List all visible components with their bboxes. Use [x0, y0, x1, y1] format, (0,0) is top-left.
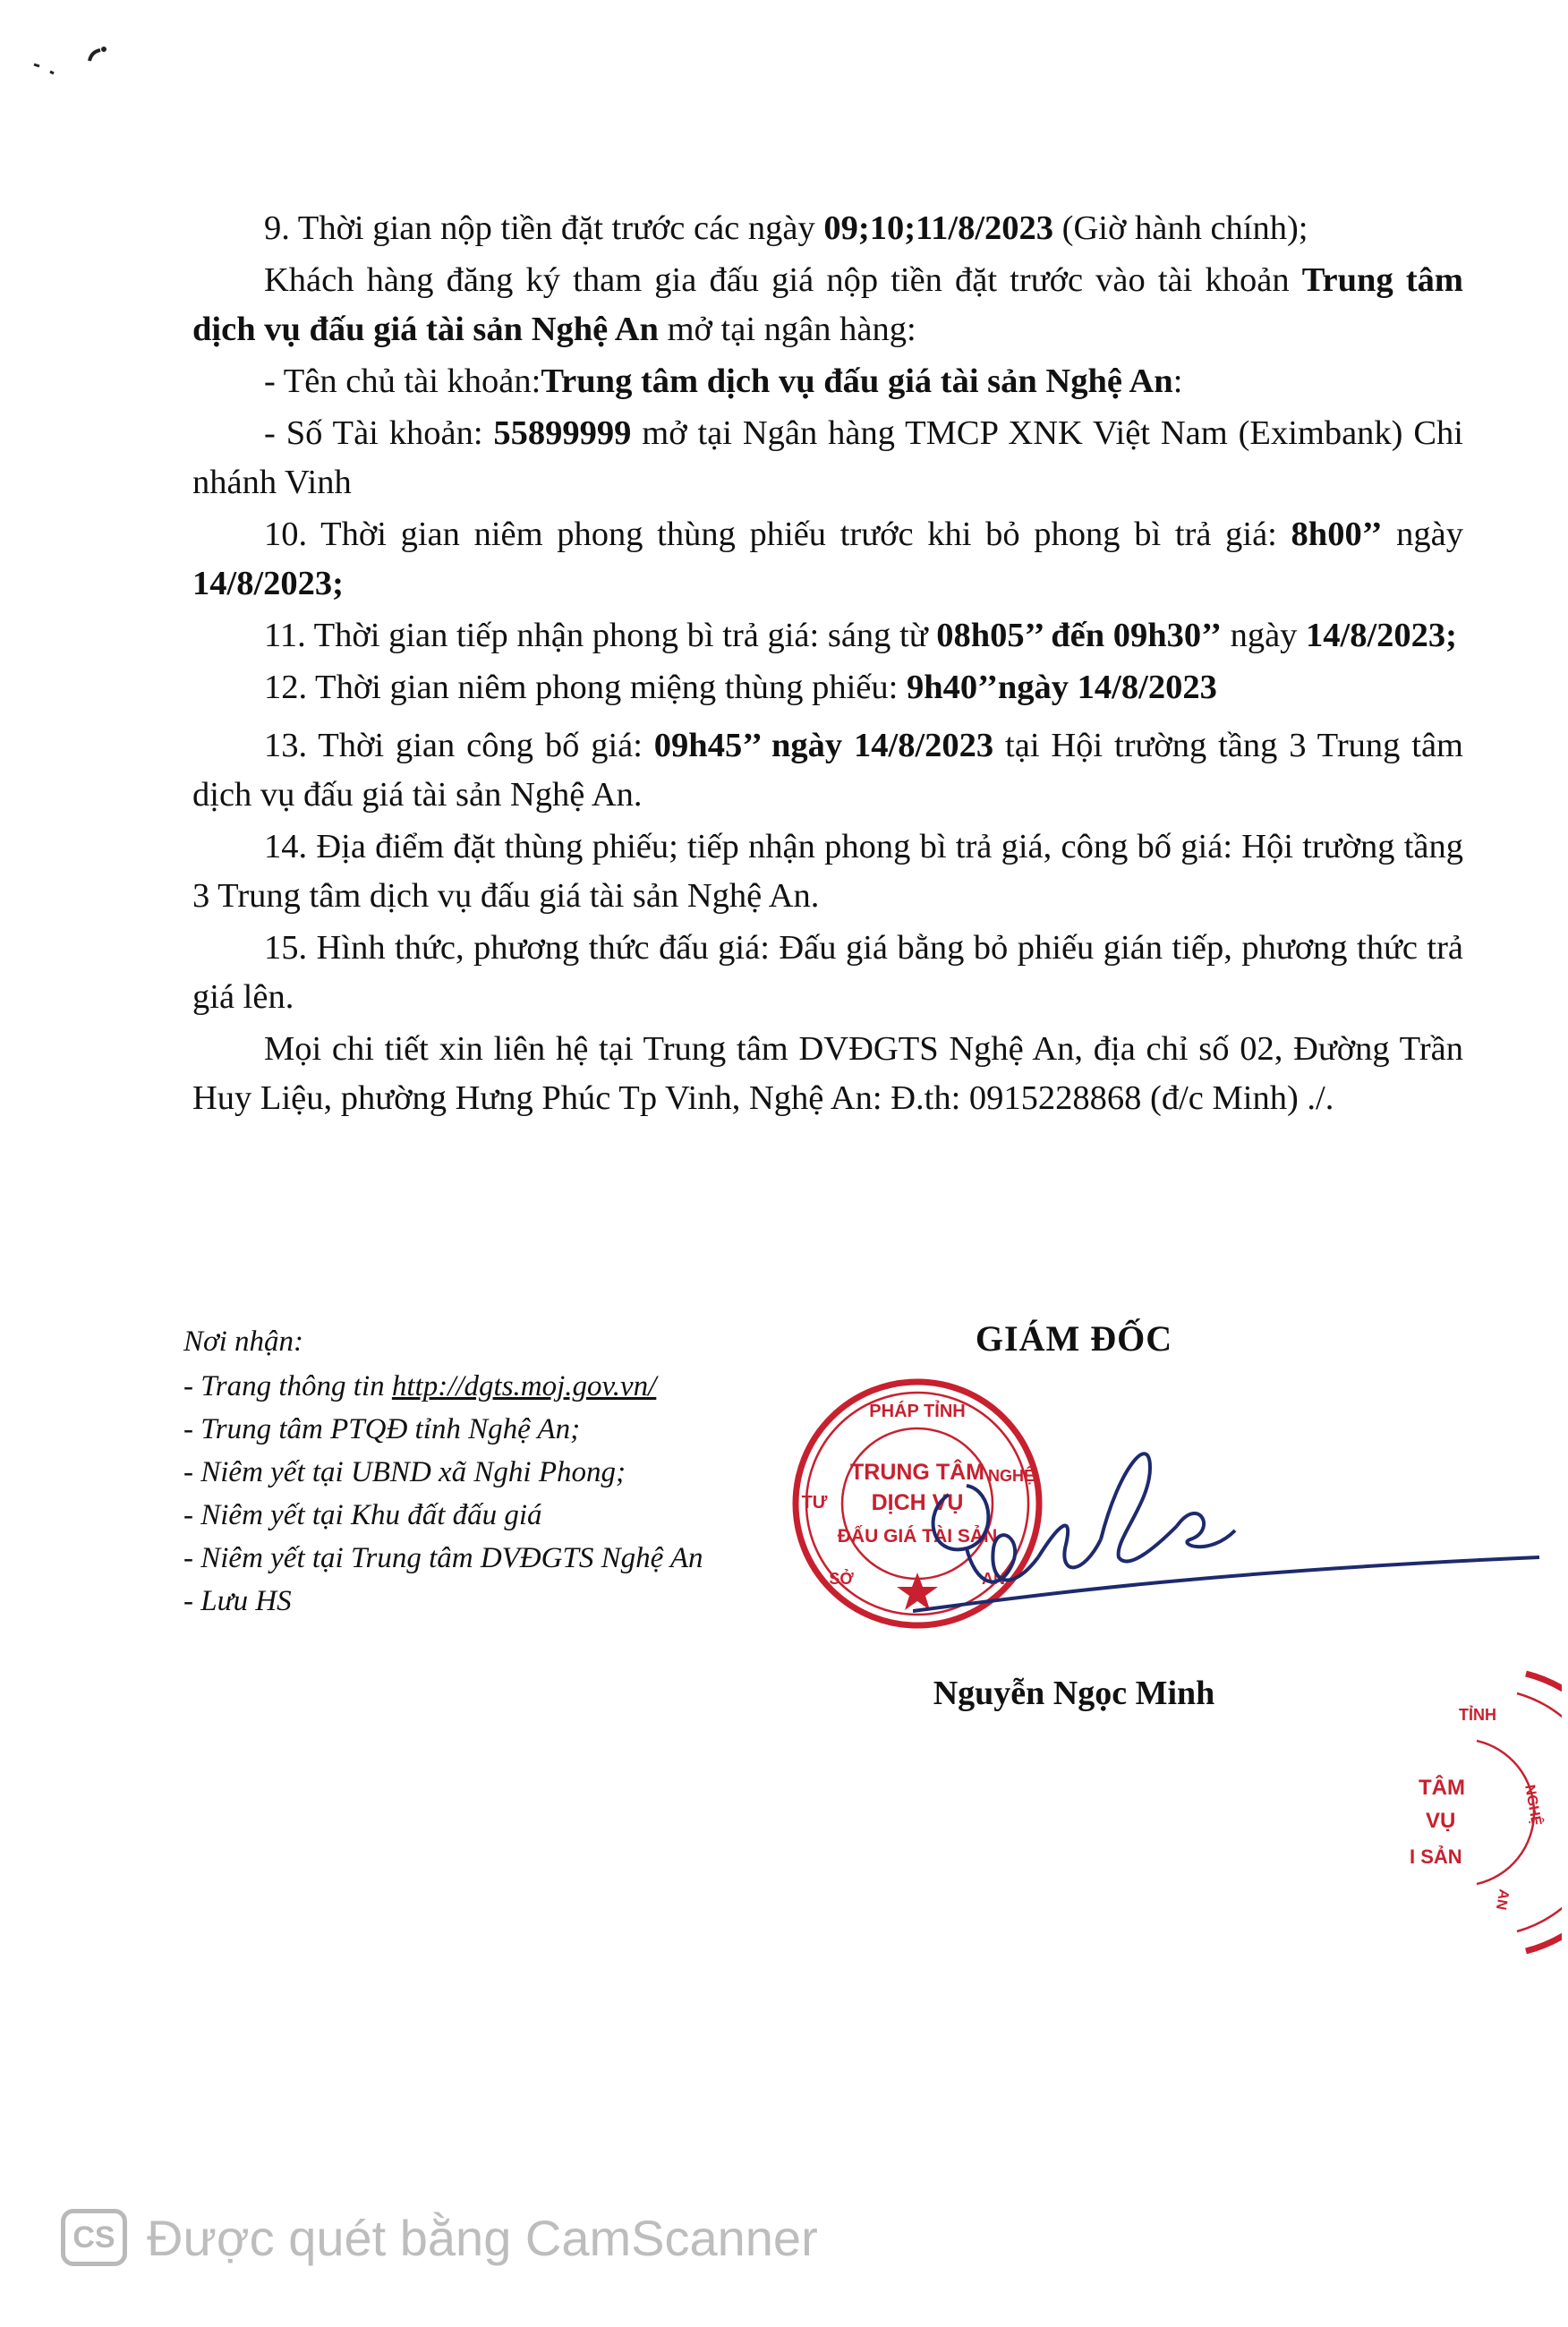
handwritten-signature — [913, 1414, 1539, 1647]
paragraph-13: 13. Thời gian công bố giá: 09h45’’ ngày 14/8/2023 tại Hội trường tầng 3 Trung tâm dịch vụ đấu giá tài sản Nghệ An. — [192, 727, 1463, 814]
partial-seal-line-1: TÂM — [1419, 1776, 1465, 1800]
recipient-item: - Niêm yết tại UBND xã Nghi Phong; — [183, 1456, 626, 1488]
paragraph-contact: Mọi chi tiết xin liên hệ tại Trung tâm DVĐGTS Nghệ An, địa chỉ số 02, Đường Trần Huy Liệu, phường Hưng Phúc Tp Vinh, Nghệ An: Đ.th: 0915228868 (đ/c Minh) ./. — [192, 1030, 1463, 1117]
signer-name: Nguyễn Ngọc Minh — [933, 1675, 1215, 1712]
paragraph-12: 12. Thời gian niêm phong miệng thùng phiếu: 9h40’’ngày 14/8/2023 — [264, 669, 1217, 706]
recipient-item: - Lưu HS — [183, 1585, 292, 1617]
partial-seal-bottom: AN — [1492, 1888, 1512, 1912]
seal-bottom-right-text: AN — [982, 1570, 1005, 1588]
recipients-list — [183, 1320, 810, 1623]
seal-line-3: ĐẤU GIÁ TÀI SẢN — [837, 1526, 998, 1547]
paragraph-account-instructions: Khách hàng đăng ký tham gia đấu giá nộp tiền đặt trước vào tài khoản Trung tâm dịch vụ đấu giá tài sản Nghệ An mở tại ngân hàng: — [192, 261, 1463, 348]
paragraph-10: 10. Thời gian niêm phong thùng phiếu trước khi bỏ phong bì trả giá: 8h00’’ ngày 14/8/2023; — [192, 516, 1463, 602]
partial-seal-line-3: I SẢN — [1410, 1845, 1462, 1868]
paragraph-account-number: - Số Tài khoản: 55899999 mở tại Ngân hàng TMCP XNK Việt Nam (Eximbank) Chi nhánh Vinh — [192, 414, 1463, 501]
paragraph-15: 15. Hình thức, phương thức đấu giá: Đấu giá bằng bỏ phiếu gián tiếp, phương thức trả giá lên. — [192, 929, 1463, 1016]
recipient-item: - Niêm yết tại Trung tâm DVĐGTS Nghệ An — [183, 1542, 703, 1574]
seal-left-text: TƯ — [801, 1493, 828, 1513]
seal-right-text: NGHỆ — [987, 1467, 1035, 1485]
scan-artifact-mark — [27, 36, 116, 90]
watermark-text: Được quét bằng CamScanner — [147, 2209, 818, 2266]
recipient-item: - Trang thông tin http://dgts.moj.gov.vn/ — [183, 1370, 657, 1402]
paragraph-9: 9. Thời gian nộp tiền đặt trước các ngày 09;10;11/8/2023 (Giờ hành chính); — [264, 209, 1308, 247]
paragraph-14: 14. Địa điểm đặt thùng phiếu; tiếp nhận phong bì trả giá, công bố giá: Hội trường tầng 3 Trung tâm dịch vụ đấu giá tài sản Nghệ An. — [192, 828, 1463, 915]
recipients-heading: Nơi nhận: — [183, 1325, 304, 1358]
scanner-watermark — [61, 2206, 818, 2269]
signer-title: GIÁM ĐỐC — [975, 1318, 1173, 1359]
partial-seal — [1383, 1665, 1562, 1960]
seal-bottom-left-text: SỞ — [829, 1570, 854, 1588]
recipient-item: - Trung tâm PTQĐ tỉnh Nghệ An; — [183, 1413, 581, 1445]
seal-top-text: PHÁP TỈNH — [869, 1402, 966, 1421]
camscanner-logo-icon: CS — [61, 2209, 127, 2266]
seal-line-2: DỊCH VỤ — [871, 1490, 964, 1515]
recipient-item: - Niêm yết tại Khu đất đấu giá — [183, 1499, 542, 1531]
recipient-link[interactable]: http://dgts.moj.gov.vn/ — [391, 1370, 657, 1402]
partial-seal-top: TỈNH — [1459, 1706, 1496, 1724]
partial-seal-line-2: VỤ — [1426, 1809, 1456, 1833]
seal-line-1: TRUNG TÂM — [850, 1460, 984, 1485]
partial-seal-right: NGHỆ — [1521, 1783, 1544, 1828]
paragraph-account-owner: - Tên chủ tài khoản:Trung tâm dịch vụ đấu giá tài sản Nghệ An: — [264, 362, 1183, 400]
document-body — [192, 204, 1463, 1126]
paragraph-11: 11. Thời gian tiếp nhận phong bì trả giá: sáng từ 08h05’’ đến 09h30’’ ngày 14/8/2023; — [264, 617, 1457, 654]
